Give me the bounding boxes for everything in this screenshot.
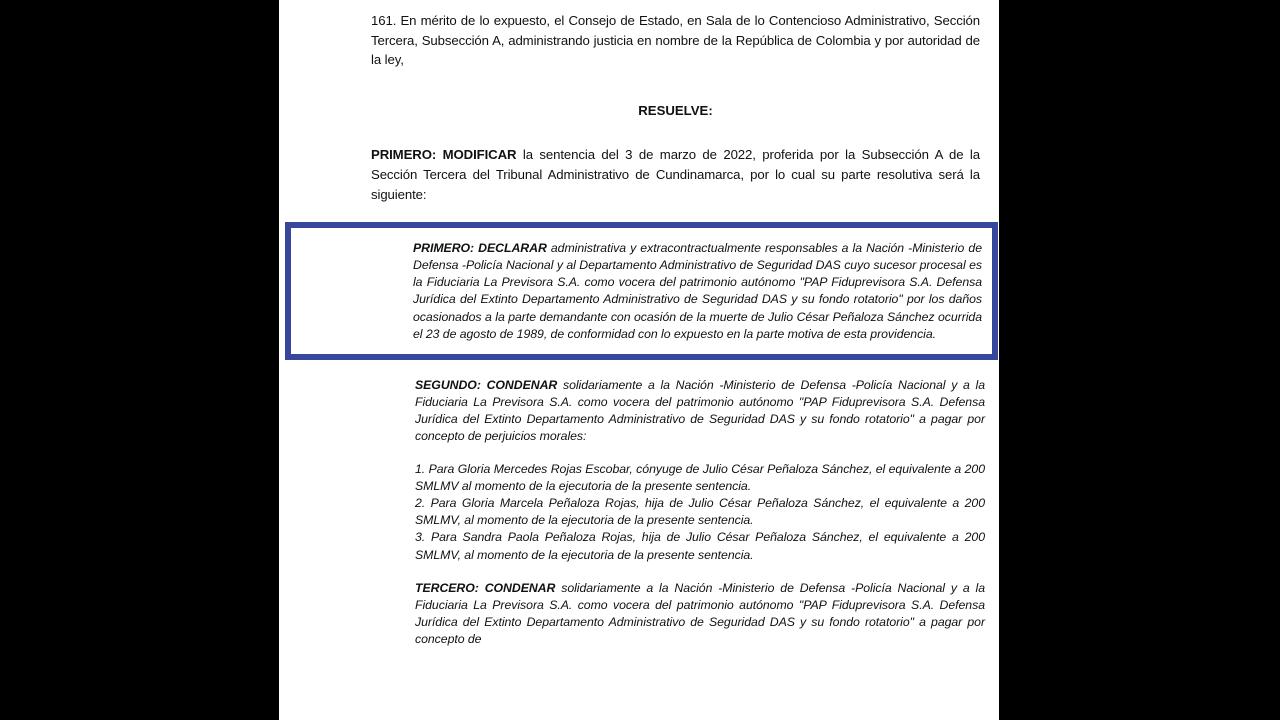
paragraph-161: 161. En mérito de lo expuesto, el Consejo de Estado, en Sala de lo Contencioso Administrativo, Sección Tercera, Subsección A, administrando justicia en nombre de la República de Colombia y por autoridad de la ley, <box>371 13 980 68</box>
label-tercero-condenar: TERCERO: CONDENAR <box>415 580 556 595</box>
label-primero-declarar: PRIMERO: DECLARAR <box>413 241 547 256</box>
spacer <box>279 120 999 145</box>
list-item-beneficiary-3: 3. Para Sandra Paola Peñaloza Rojas, hija de Julio César Peñaloza Sánchez, el equivalente a 200 SMLMV, al momento de la ejecutoria de la presente sentencia. <box>415 530 985 562</box>
heading-resuelve: RESUELVE: <box>638 102 713 118</box>
list-item-beneficiary-1: 1. Para Gloria Mercedes Rojas Escobar, cónyuge de Julio César Peñaloza Sánchez, el equivalente a 200 SMLMV al momento de la ejecutoria de la presente sentencia. <box>415 462 985 494</box>
list-item-beneficiary-2: 2. Para Gloria Marcela Peñaloza Rojas, hija de Julio César Peñaloza Sánchez, el equivalente a 200 SMLMV, al momento de la ejecutoria de la presente sentencia. <box>415 496 985 528</box>
spacer <box>279 564 999 580</box>
spacer <box>279 204 999 222</box>
text-primero-modificar: la sentencia del 3 de marzo de 2022, proferida por la Subsección A de la Sección Tercera del Tribunal Administrativo de Cundinamarca, por lo cual su parte resolutiva será la siguiente: <box>371 147 980 202</box>
quote-primero-declarar <box>317 240 982 343</box>
spacer <box>279 360 999 377</box>
document-page <box>279 0 999 720</box>
quote-segundo-condenar <box>279 377 999 445</box>
label-primero-modificar: PRIMERO: MODIFICAR <box>371 147 517 163</box>
document-page-content <box>279 0 999 648</box>
paragraph-primero-modificar <box>279 145 999 204</box>
letterbox-bar-left <box>0 0 279 720</box>
letterbox-bar-right <box>999 0 1280 720</box>
spacer <box>279 445 999 461</box>
highlight-box-primero-declarar <box>285 222 998 360</box>
label-segundo-condenar: SEGUNDO: CONDENAR <box>415 377 558 392</box>
quote-tercero-condenar <box>279 580 999 648</box>
text-tercero-condenar: solidariamente a la Nación -Ministerio de Defensa -Policía Nacional y a la Fiduciaria La Previsora S.A. como vocera del patrimonio autónomo "PAP Fiduprevisora S.A. Defensa Jurídica del Extinto Departamento Administrativo de Seguridad DAS y su fondo rotatorio" a pagar por concepto de <box>415 580 985 646</box>
text-segundo-condenar: solidariamente a la Nación -Ministerio de Defensa -Policía Nacional y a la Fiduciaria La Previsora S.A. como vocera del patrimonio autónomo "PAP Fiduprevisora S.A. Defensa Jurídica del Extinto Departamento Administrativo de Seguridad DAS y su fondo rotatorio" a pagar por concepto de perjuicios morales: <box>415 377 985 443</box>
text-primero-declarar: administrativa y extracontractualmente responsables a la Nación -Ministerio de Defensa -Policía Nacional y al Departamento Administrativo de Seguridad DAS cuyo sucesor procesal es la Fiduciaria La Previsora S.A. como vocera del patrimonio autónomo "PAP Fiduprevisora S.A. Defensa Jurídica del Extinto Departamento Administrativo de Seguridad DAS y su fondo rotatorio" por los daños ocasionados a la parte demandante con ocasión de la muerte de Julio César Peñaloza Sánchez ocurrida el 23 de agosto de 1989, de conformidad con lo expuesto en la parte motiva de esta providencia. <box>413 241 982 341</box>
